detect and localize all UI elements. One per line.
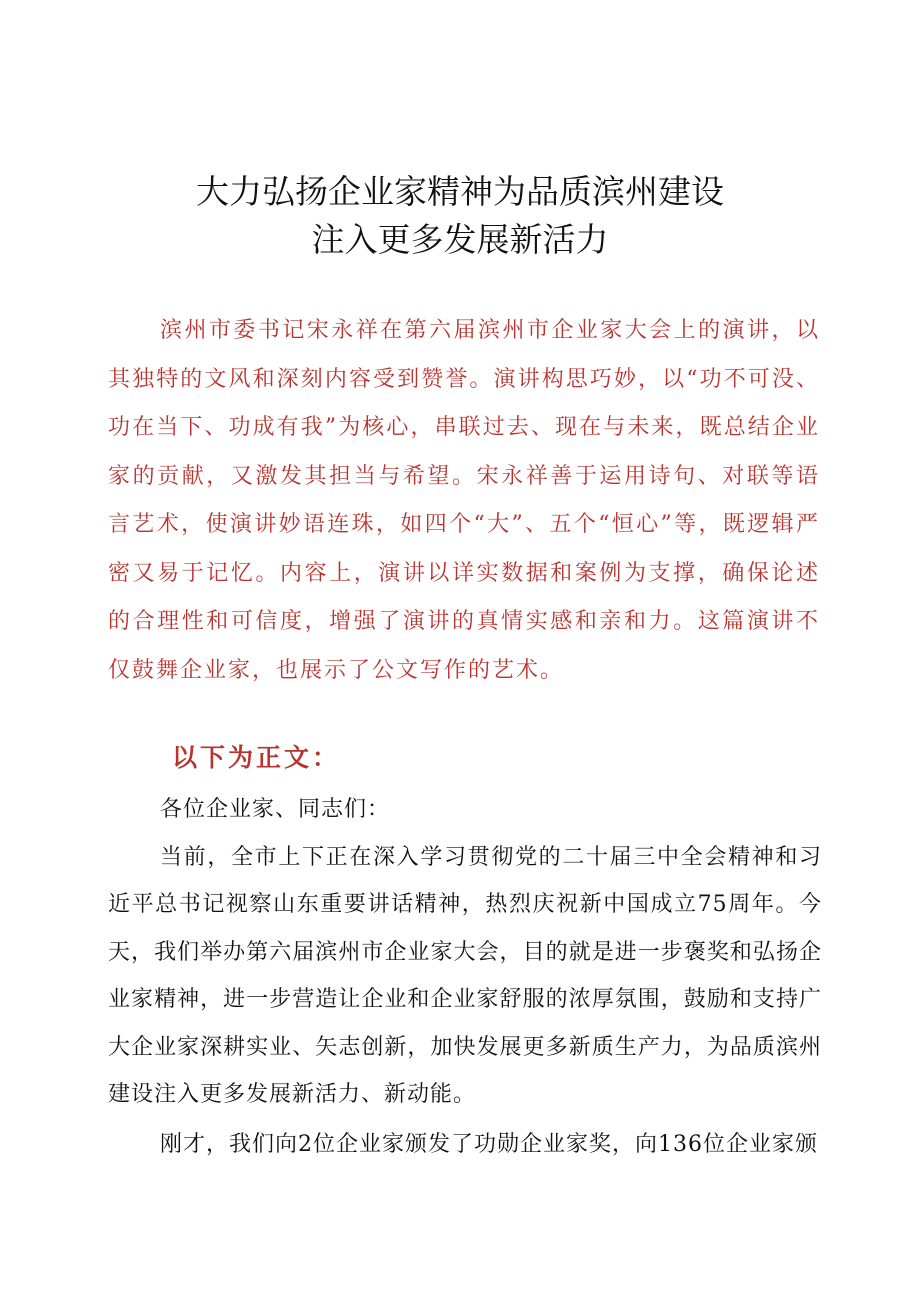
body-paragraph: 刚才，我们向2位企业家颁发了功勋企业家奖，向136位企业家颁: [160, 1131, 818, 1157]
document-title-line-2: 注入更多发展新活力: [311, 220, 609, 259]
body-paragraph: 当前，全市上下正在深入学习贯彻党的二十届三中全会精神和习近平总书记视察山东重要讲话精神，热烈庆祝新中国成立75周年。今天，我们举办第六届滨州市企业家大会，目的就是进一步褒奖和弘扬企业家精神，进一步营造让企业和企业家舒服的浓厚氛围，鼓励和支持广大企业家深耕实业、矢志创新，加快发展更多新质生产力，为品质滨州建设注入更多发展新活力、新动能。: [108, 844, 822, 1107]
summary-paragraph: 滨州市委书记宋永祥在第六届滨州市企业家大会上的演讲，以其独特的文风和深刻内容受到赞誉。演讲构思巧妙，以“功不可没、功在当下、功成有我”为核心，串联过去、现在与未来，既总结企业家的贡献，又激发其担当与希望。宋永祥善于运用诗句、对联等语言艺术，使演讲妙语连珠，如四个“大”、五个“恒心”等，既逻辑严密又易于记忆。内容上，演讲以详实数据和案例为支撑，确保论述的合理性和可信度，增强了演讲的真情实感和亲和力。这篇演讲不仅鼓舞企业家，也展示了公文写作的艺术。: [108, 318, 820, 683]
speech-body: [108, 786, 822, 1168]
salutation: 各位企业家、同志们：: [160, 797, 391, 822]
document-title-line-1: 大力弘扬企业家精神为品质滨州建设: [196, 172, 724, 211]
main-text-heading: 以下为正文：: [172, 743, 341, 772]
